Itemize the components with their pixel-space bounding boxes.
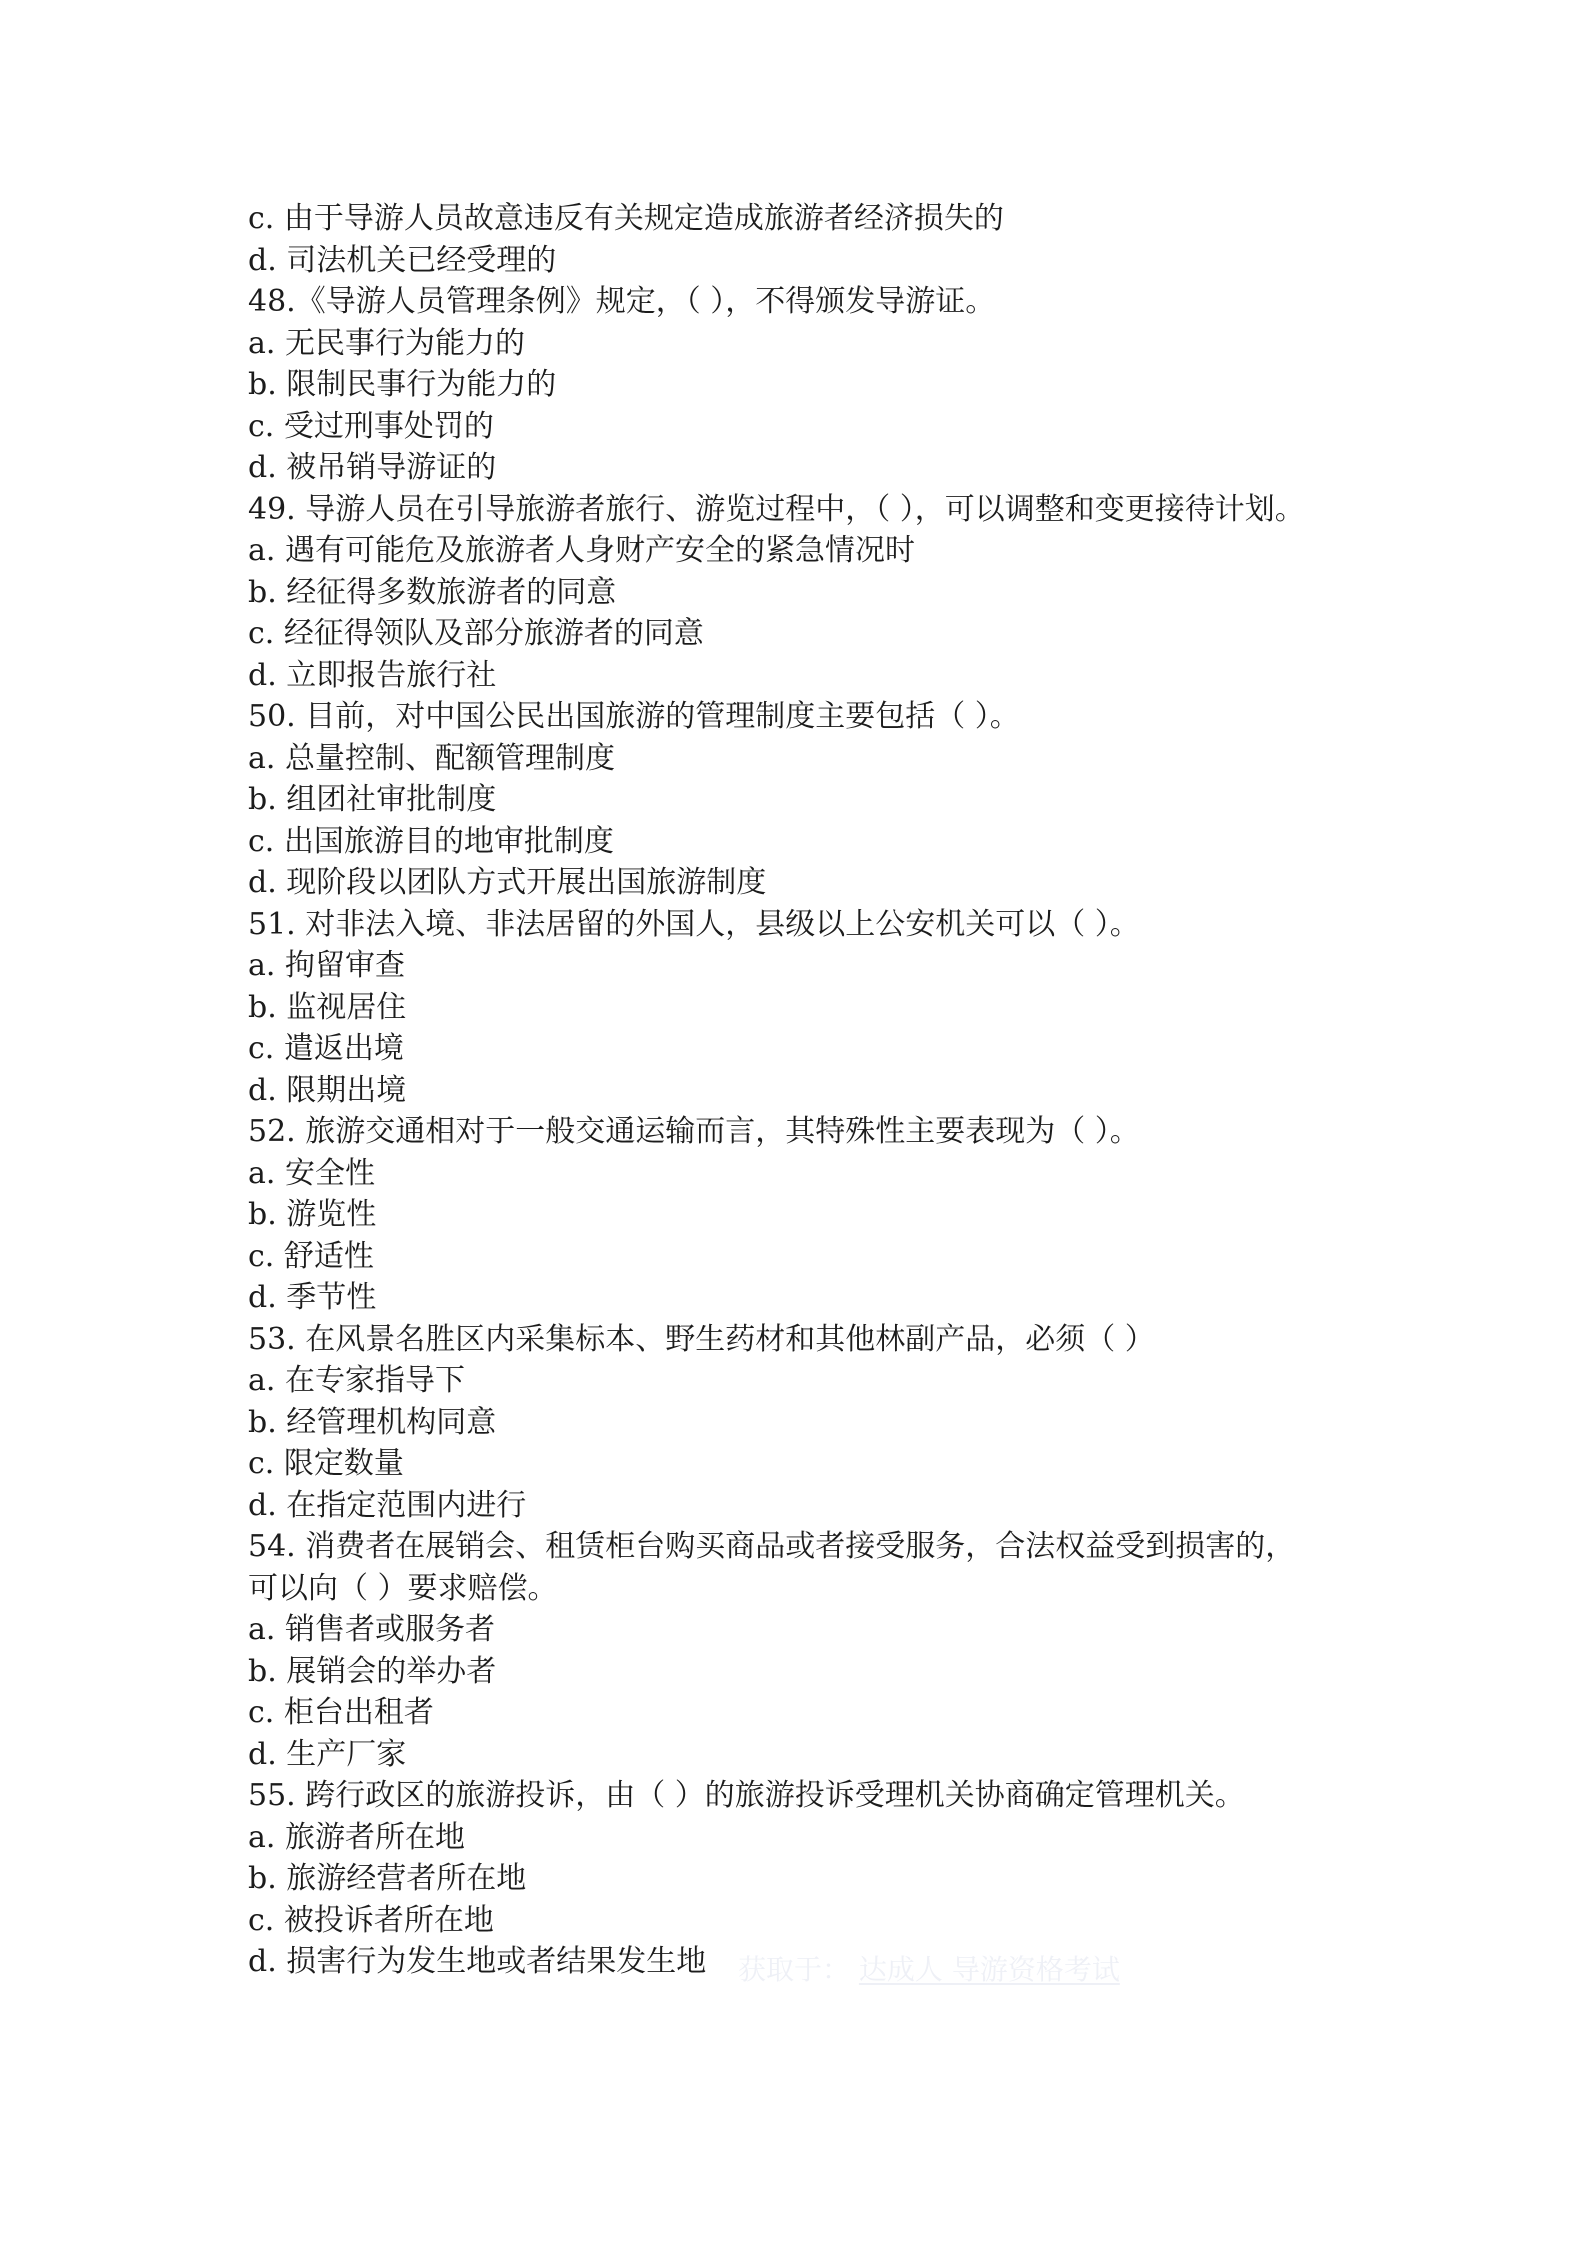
option-line: d. 季节性 (248, 1280, 377, 1315)
question-line: 53. 在风景名胜区内采集标本、野生药材和其他林副产品，必须（ ） (248, 1321, 1155, 1357)
option-line: c. 由于导游人员故意违反有关规定造成旅游者经济损失的 (248, 201, 1004, 236)
option-line: c. 被投诉者所在地 (248, 1902, 494, 1938)
option-line: b. 旅游经营者所在地 (248, 1861, 527, 1896)
option-line: d. 损害行为发生地或者结果发生地 (248, 1944, 707, 1979)
question-list (248, 198, 1388, 1983)
option-line: b. 组团社审批制度 (248, 782, 497, 817)
question-line: 49. 导游人员在引导旅游者旅行、游览过程中，（ ），可以调整和变更接待计划。 (248, 491, 1305, 527)
question-line: 55. 跨行政区的旅游投诉，由（ ）的旅游投诉受理机关协商确定管理机关。 (248, 1778, 1245, 1813)
watermark-link[interactable]: 达成人 导游资格考试 (858, 1953, 1120, 1986)
option-line: c. 柜台出租者 (248, 1695, 434, 1730)
option-line: d. 司法机关已经受理的 (248, 242, 557, 278)
option-line: b. 游览性 (248, 1197, 377, 1232)
watermark (738, 1950, 1120, 1990)
option-line: c. 遣返出境 (248, 1031, 404, 1066)
option-line: b. 限制民事行为能力的 (248, 367, 557, 402)
option-line: d. 生产厂家 (248, 1736, 407, 1772)
option-line: a. 总量控制、配额管理制度 (248, 740, 615, 776)
question-line: 50. 目前，对中国公民出国旅游的管理制度主要包括（ ）。 (248, 699, 1020, 734)
question-line: 48.《导游人员管理条例》规定，（ ），不得颁发导游证。 (248, 284, 996, 319)
question-line: 52. 旅游交通相对于一般交通运输而言，其特殊性主要表现为（ ）。 (248, 1114, 1140, 1149)
option-line: a. 在专家指导下 (248, 1363, 465, 1398)
option-line: d. 被吊销导游证的 (248, 450, 497, 485)
option-line: a. 销售者或服务者 (248, 1612, 495, 1647)
option-line: b. 经征得多数旅游者的同意 (248, 574, 617, 610)
option-line: c. 限定数量 (248, 1446, 404, 1481)
question-line-continued: 可以向（ ）要求赔偿。 (248, 1570, 558, 1606)
option-line: c. 经征得领队及部分旅游者的同意 (248, 616, 704, 651)
option-line: d. 立即报告旅行社 (248, 657, 497, 693)
question-line: 51. 对非法入境、非法居留的外国人，县级以上公安机关可以（ ）。 (248, 906, 1140, 942)
option-line: d. 现阶段以团队方式开展出国旅游制度 (248, 865, 767, 900)
option-line: d. 在指定范围内进行 (248, 1487, 527, 1523)
watermark-prefix: 获取于： (738, 1953, 851, 1986)
question-line: 54. 消费者在展销会、租赁柜台购买商品或者接受服务，合法权益受到损害的， (248, 1529, 1296, 1564)
option-line: c. 出国旅游目的地审批制度 (248, 823, 614, 859)
option-line: a. 拘留审查 (248, 948, 405, 983)
option-line: b. 经管理机构同意 (248, 1404, 497, 1440)
option-line: a. 安全性 (248, 1155, 375, 1191)
option-line: c. 舒适性 (248, 1238, 374, 1274)
option-line: a. 无民事行为能力的 (248, 325, 525, 361)
option-line: a. 旅游者所在地 (248, 1819, 465, 1855)
option-line: b. 展销会的举办者 (248, 1653, 497, 1689)
option-line: c. 受过刑事处罚的 (248, 408, 494, 444)
option-line: b. 监视居住 (248, 989, 407, 1025)
option-line: a. 遇有可能危及旅游者人身财产安全的紧急情况时 (248, 533, 915, 568)
option-line: d. 限期出境 (248, 1072, 407, 1108)
